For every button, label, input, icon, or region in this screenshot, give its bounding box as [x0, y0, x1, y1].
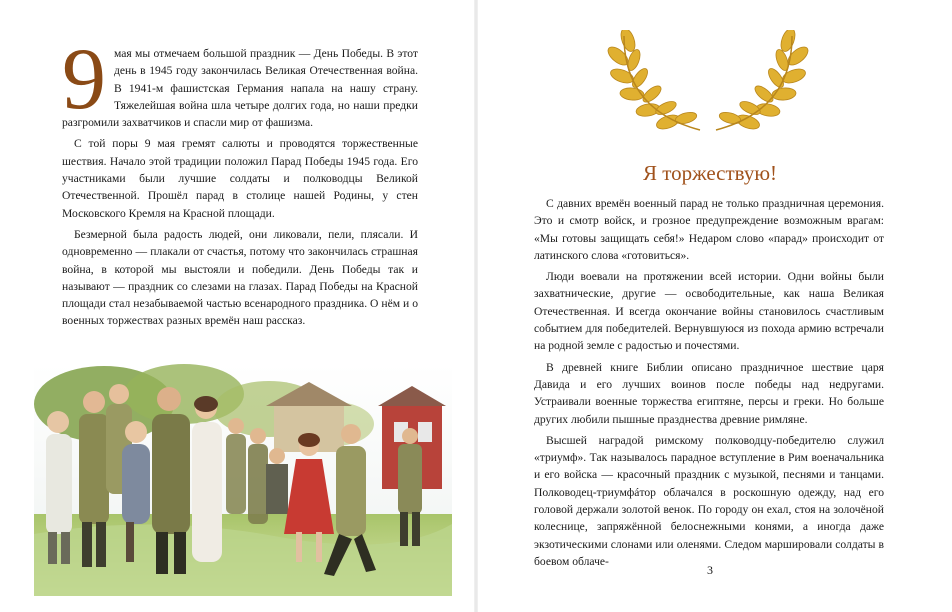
book-gutter [474, 0, 478, 612]
left-paragraph-2: С той поры 9 мая гремят салюты и проводятся торжественные шествия. Начало этой традиции положил Парад Победы 1945 года. Его участниками были лучшие солдаты и полководцы Великой Отечественной. Прошёл парад в столице нашей Родины, у стен Московского Кремля на Красной площади. [62, 137, 418, 220]
right-paragraph-4: Высшей наградой римскому полководцу-победителю служил «триумф». Так называлось парадное вступление в Рим военачальника и его войска — красочный праздник с музыкой, песнями и танцами. Полководец-триумфáтор облачался в роскошную одежду, над его головой держали золотой венок. По городу он ехал, стоя на золочёной колеснице, запряжённой белоснежными конями, а иногда даже экзотическими слонами или оленями. Следом маршировали солдаты в боевом облаче- [534, 433, 884, 568]
victory-day-celebration-illustration [34, 364, 452, 596]
right-paragraph-3: В древней книге Библии описано праздничное шествие царя Давида и его лучших воинов после победы над недругами. Устраивали военные торжества египтяне, персы и греки. Но больше других любили пышные празднества древние римляне. [534, 360, 884, 426]
right-page-text [534, 195, 884, 570]
left-page-text [62, 31, 418, 330]
right-paragraph-1: С давних времён военный парад не только праздничная церемония. Это и смотр войск, и грозное предупреждение возможным врагам: «Мы готовы защищать себя!» Недаром слово «парад» происходит от латинского слова «готовиться». [534, 197, 884, 262]
right-paragraph-2: Люди воевали на протяжении всей истории. Одни войны были захватнические, другие — освободительные, как наша Великая Отечественная. И всегда окончание войны становилось счастливым событием для победителей. Вернувшуюся из похода армию встречали на родной земле с радостью и почестями. [534, 270, 884, 353]
laurel-wreath-icon [604, 30, 812, 140]
left-paragraph-1: мая мы отмечаем большой праздник — День Победы. В этот день в 1945 году закончилась Великая Отечественная война. В 1941-м фашистская Германия напала на нашу страну. Тяжелейшая война шла четыре долгих года, но наши предки разгромили захватчиков и спасли мир от фашизма. [62, 47, 418, 130]
left-paragraph-3: Безмерной была радость людей, они ликовали, пели, плясали. И одновременно — плакали от счастья, потому что закончилась страшная война, в которой мы выстояли и победили. День Победы так и называют — праздник со слезами на глазах. Парад Победы на Красной площади стал незабываемой частью всенародного праздника. О нём и о военных торжествах разных времён наш рассказ. [62, 227, 418, 328]
page-number: 3 [707, 563, 713, 577]
dropcap: 9 [62, 31, 106, 128]
section-title: Я торжествую! [642, 161, 778, 185]
